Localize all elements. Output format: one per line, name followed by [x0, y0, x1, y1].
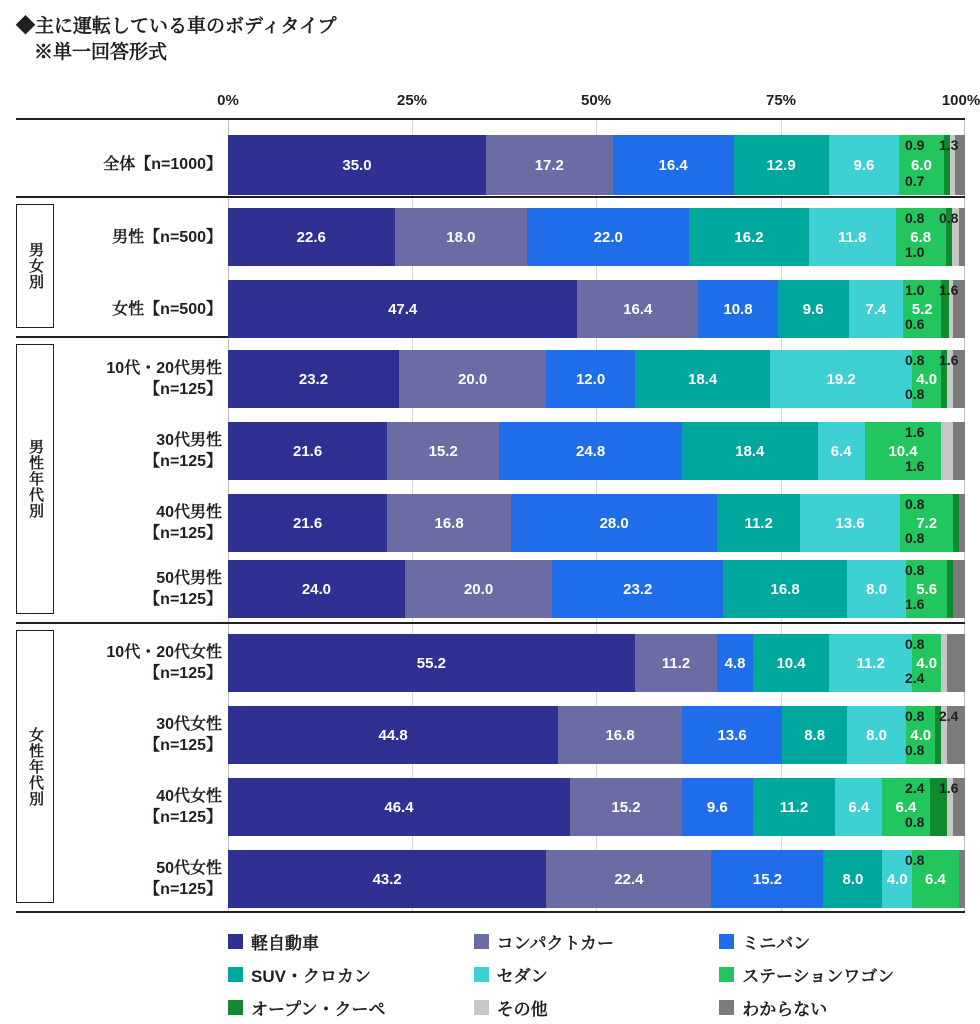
bar-segment-7 [941, 422, 953, 480]
segment-value: 8.8 [804, 726, 826, 744]
bar-segment-8 [947, 634, 965, 692]
segment-value-callout: 0.8 [905, 352, 925, 368]
bar-segment-4 [829, 634, 912, 692]
segment-value: 4.8 [724, 654, 746, 672]
segment-value: 6.4 [895, 798, 917, 816]
bar-segment-4 [818, 422, 865, 480]
segment-value: 7.2 [916, 514, 938, 532]
segment-value: 12.9 [766, 156, 796, 174]
bar-segment-3 [782, 706, 847, 764]
segment-value: 19.2 [826, 370, 856, 388]
segment-value-callout: 0.6 [905, 316, 925, 332]
legend-label-compact: コンパクトカー [496, 934, 614, 953]
bar-segment-2 [613, 135, 734, 195]
segment-value-callout: 2.4 [905, 780, 925, 796]
chart-bar-row [228, 208, 965, 266]
bar-segment-2 [499, 422, 682, 480]
legend-item-compact [474, 929, 720, 954]
bar-segment-4 [809, 208, 896, 266]
row-label-line1: 10代・20代女性 [106, 644, 222, 661]
separator-3 [16, 622, 965, 624]
chart-bar-row [228, 494, 965, 552]
legend-item-kei [228, 929, 474, 954]
segment-value-callout: 0.8 [905, 814, 925, 830]
segment-value: 18.4 [735, 442, 765, 460]
x-tick-25: 25% [396, 92, 428, 109]
segment-value: 7.4 [865, 300, 887, 318]
bar-segment-2 [698, 280, 778, 338]
bar-segment-0 [228, 494, 387, 552]
segment-value-callout: 0.8 [905, 708, 925, 724]
bar-segment-4 [847, 706, 906, 764]
segment-value-callout: 0.8 [905, 636, 925, 652]
segment-value: 16.4 [623, 300, 653, 318]
legend-label-other: その他 [496, 1000, 548, 1019]
group-label-male-age: 男性年代別 [27, 439, 44, 519]
chart-bar-row [228, 850, 965, 908]
segment-value: 16.8 [770, 580, 800, 598]
segment-value: 11.2 [856, 654, 885, 672]
row-label [56, 786, 222, 828]
segment-value-callout: 1.6 [905, 424, 925, 440]
segment-value-callout: 2.4 [905, 670, 925, 686]
bar-segment-1 [405, 560, 552, 618]
segment-value: 11.2 [661, 654, 691, 672]
segment-value-callout: 2.4 [939, 708, 959, 724]
segment-value: 16.8 [605, 726, 635, 744]
group-box-male-age [16, 344, 54, 614]
legend-item-minivan [719, 929, 965, 954]
separator-1 [16, 196, 965, 198]
bar-segment-4 [847, 560, 906, 618]
legend-label-wagon: ステーションワゴン [742, 967, 895, 986]
segment-value-callout: 1.3 [939, 137, 959, 153]
bar-segment-1 [387, 494, 511, 552]
legend-label-kei: 軽自動車 [251, 934, 319, 953]
bar-segment-0 [228, 634, 635, 692]
segment-value: 13.6 [717, 726, 747, 744]
row-label-line1: 全体【n=1000】 [103, 156, 222, 173]
bar-segment-1 [546, 850, 711, 908]
stacked-bar [228, 422, 965, 480]
row-label [56, 299, 222, 320]
row-label [56, 227, 222, 248]
segment-value: 18.4 [687, 370, 718, 388]
segment-value: 8.0 [866, 726, 887, 744]
stacked-bar [228, 560, 965, 618]
segment-value: 43.2 [372, 870, 402, 888]
bar-segment-1 [635, 634, 718, 692]
legend-item-suv [228, 962, 474, 987]
row-label-line2: 【n=125】 [144, 881, 222, 898]
bar-segment-0 [228, 422, 387, 480]
stacked-bar [228, 208, 965, 266]
row-label [56, 358, 222, 400]
segment-value-callout: 1.6 [939, 282, 959, 298]
segment-value: 17.2 [534, 156, 564, 174]
segment-value: 24.0 [301, 580, 332, 598]
legend-label-unknown: わからない [742, 1000, 828, 1019]
row-label [56, 502, 222, 544]
separator-top [16, 118, 965, 120]
segment-value: 9.6 [706, 798, 728, 816]
segment-value: 6.4 [848, 798, 870, 816]
row-label [56, 430, 222, 472]
bar-segment-2 [527, 208, 689, 266]
segment-value: 5.2 [911, 300, 933, 318]
segment-value: 15.2 [752, 870, 783, 888]
row-label [56, 858, 222, 900]
row-label-line2: 【n=125】 [144, 809, 222, 826]
segment-value: 28.0 [599, 514, 629, 532]
segment-value-callout: 0.8 [939, 210, 959, 226]
bar-segment-8 [953, 422, 965, 480]
bar-segment-0 [228, 778, 570, 836]
row-label-line2: 【n=125】 [144, 591, 222, 608]
bar-segment-1 [399, 350, 546, 408]
segment-value-callout: 0.8 [905, 496, 925, 512]
chart-bar-row [228, 634, 965, 692]
bar-segment-2 [511, 494, 717, 552]
bar-segment-3 [753, 634, 830, 692]
chart-bar-row [228, 350, 965, 408]
segment-value: 13.6 [835, 514, 865, 532]
row-label [56, 714, 222, 756]
group-label-gender: 男女別 [27, 242, 44, 290]
segment-value: 22.0 [593, 228, 623, 246]
stacked-bar [228, 778, 965, 836]
bar-segment-0 [228, 280, 577, 338]
row-label-line1: 女性【n=500】 [112, 301, 222, 318]
bar-segment-0 [228, 350, 399, 408]
legend-row-3 [228, 991, 965, 1024]
bar-segment-3 [635, 350, 771, 408]
bar-segment-1 [570, 778, 682, 836]
stacked-bar [228, 280, 965, 338]
segment-value: 22.4 [614, 870, 644, 888]
bar-segment-8 [959, 208, 965, 266]
legend-swatch-compact [474, 934, 489, 949]
segment-value-callout: 0.9 [905, 137, 925, 153]
row-label-line1: 40代男性 [156, 504, 222, 521]
bar-segment-4 [770, 350, 912, 408]
segment-value: 16.4 [658, 156, 688, 174]
x-tick-0: 0% [217, 92, 239, 109]
segment-value: 15.2 [428, 442, 458, 460]
bar-segment-2 [711, 850, 823, 908]
row-label [56, 568, 222, 610]
stacked-bar [228, 350, 965, 408]
chart-bar-row [228, 560, 965, 618]
legend-swatch-sedan [474, 967, 489, 982]
row-label-line1: 男性【n=500】 [112, 229, 222, 246]
segment-value-callout: 0.8 [905, 386, 925, 402]
bar-segment-1 [577, 280, 698, 338]
segment-value: 11.8 [838, 228, 867, 246]
segment-value: 5.6 [916, 580, 938, 598]
segment-value: 35.0 [342, 156, 372, 174]
bar-segment-8 [959, 850, 965, 908]
bar-segment-3 [689, 208, 808, 266]
chart-bar-row [228, 778, 965, 836]
segment-value: 8.0 [842, 870, 864, 888]
segment-value: 6.4 [925, 870, 946, 888]
segment-value-callout: 0.8 [905, 530, 925, 546]
bar-segment-0 [228, 208, 395, 266]
bar-segment-3 [778, 280, 849, 338]
segment-value: 47.4 [388, 300, 418, 318]
segment-value: 6.8 [910, 228, 932, 246]
row-label-line1: 10代・20代男性 [106, 360, 222, 377]
legend-swatch-kei [228, 934, 243, 949]
bar-segment-1 [395, 208, 528, 266]
legend-swatch-suv [228, 967, 243, 982]
chart-bar-row [228, 706, 965, 764]
legend-item-unknown [719, 995, 965, 1020]
row-label-line2: 【n=125】 [144, 453, 222, 470]
chart-legend [228, 925, 965, 1024]
segment-value: 8.0 [866, 580, 887, 598]
group-box-female-age [16, 630, 54, 903]
bar-segment-4 [835, 778, 882, 836]
segment-value-callout: 1.6 [939, 780, 959, 796]
bar-segment-3 [753, 778, 836, 836]
bar-segment-3 [723, 560, 847, 618]
row-label-line1: 40代女性 [156, 788, 222, 805]
stacked-bar [228, 706, 965, 764]
segment-value: 4.0 [886, 870, 908, 888]
segment-value: 6.0 [911, 156, 932, 174]
bar-segment-2 [682, 778, 753, 836]
segment-value: 46.4 [384, 798, 414, 816]
legend-row-1 [228, 925, 965, 958]
stacked-bar [228, 850, 965, 908]
bar-segment-5 [865, 422, 942, 480]
row-label-line1: 30代男性 [156, 432, 222, 449]
segment-value: 23.2 [623, 580, 653, 598]
row-label [56, 642, 222, 684]
bar-segment-2 [682, 706, 782, 764]
segment-value-callout: 1.6 [905, 596, 925, 612]
bar-segment-8 [959, 494, 965, 552]
bar-segment-8 [953, 560, 965, 618]
legend-label-minivan: ミニバン [742, 934, 811, 953]
row-label-line2: 【n=125】 [144, 381, 222, 398]
segment-value: 21.6 [292, 442, 323, 460]
page-subtitle: ※単一回答形式 [34, 42, 168, 63]
segment-value: 16.8 [434, 514, 464, 532]
segment-value-callout: 0.8 [905, 210, 925, 226]
segment-value: 20.0 [458, 370, 488, 388]
segment-value: 9.6 [853, 156, 875, 174]
bar-segment-1 [486, 135, 613, 195]
legend-swatch-coupe [228, 1000, 243, 1015]
legend-label-coupe: オープン・クーペ [251, 1000, 386, 1019]
row-label-line2: 【n=125】 [144, 525, 222, 542]
x-tick-100: 100% [941, 92, 980, 109]
segment-value: 10.8 [723, 300, 753, 318]
bar-segment-3 [717, 494, 800, 552]
segment-value: 21.6 [292, 514, 323, 532]
segment-value: 18.0 [446, 228, 476, 246]
segment-value-callout: 1.6 [905, 458, 925, 474]
row-label [56, 154, 222, 175]
legend-item-wagon [719, 962, 965, 987]
legend-row-2 [228, 958, 965, 991]
legend-swatch-wagon [719, 967, 734, 982]
chart-bar-row [228, 280, 965, 338]
x-tick-75: 75% [765, 92, 797, 109]
segment-value: 23.2 [298, 370, 329, 388]
legend-label-suv: SUV・クロカン [251, 967, 371, 986]
segment-value-callout: 1.6 [939, 352, 959, 368]
segment-value: 11.2 [779, 798, 809, 816]
segment-value: 10.4 [888, 442, 918, 460]
bar-segment-1 [558, 706, 682, 764]
segment-value: 12.0 [575, 370, 606, 388]
segment-value-callout: 1.0 [905, 282, 925, 298]
chart-title-block [16, 14, 337, 66]
bar-segment-0 [228, 135, 486, 195]
bar-segment-0 [228, 706, 558, 764]
separator-4 [16, 911, 965, 913]
stacked-bar [228, 135, 965, 195]
x-tick-50: 50% [580, 92, 612, 109]
chart-bar-row [228, 422, 965, 480]
row-label-line1: 50代男性 [156, 570, 222, 587]
bar-segment-1 [387, 422, 499, 480]
row-label-line2: 【n=125】 [144, 665, 222, 682]
page-title: ◆主に運転している車のボディタイプ [16, 16, 337, 37]
chart-bar-row [228, 135, 965, 195]
segment-value-callout: 0.8 [905, 742, 925, 758]
bar-segment-0 [228, 850, 546, 908]
bar-segment-4 [829, 135, 900, 195]
legend-item-coupe [228, 995, 474, 1020]
bar-segment-0 [228, 560, 405, 618]
group-label-female-age: 女性年代別 [27, 726, 44, 807]
legend-item-other [474, 995, 720, 1020]
x-axis-tick-labels [217, 92, 980, 114]
segment-value: 6.4 [830, 442, 852, 460]
legend-item-sedan [474, 962, 720, 987]
segment-value: 55.2 [416, 654, 446, 672]
row-label-line1: 50代女性 [156, 860, 222, 877]
stacked-bar [228, 634, 965, 692]
group-box-gender [16, 204, 54, 328]
segment-value-callout: 1.0 [905, 244, 925, 260]
bar-segment-2 [717, 634, 752, 692]
segment-value: 4.0 [916, 654, 938, 672]
row-label-line2: 【n=125】 [144, 737, 222, 754]
segment-value-callout: 0.8 [905, 852, 925, 868]
segment-value: 20.0 [463, 580, 494, 598]
segment-value: 4.0 [910, 726, 932, 744]
legend-swatch-other [474, 1000, 489, 1015]
segment-value: 16.2 [734, 228, 764, 246]
segment-value: 4.0 [916, 370, 938, 388]
segment-value-callout: 0.8 [905, 562, 925, 578]
bar-segment-2 [552, 560, 723, 618]
bar-segment-4 [800, 494, 900, 552]
segment-value: 11.2 [744, 514, 773, 532]
legend-swatch-unknown [719, 1000, 734, 1015]
segment-value: 10.4 [776, 654, 806, 672]
bar-segment-2 [546, 350, 634, 408]
bar-segment-4 [849, 280, 904, 338]
segment-value: 24.8 [575, 442, 606, 460]
segment-value: 22.6 [296, 228, 326, 246]
bar-segment-3 [682, 422, 818, 480]
segment-value: 15.2 [611, 798, 641, 816]
legend-swatch-minivan [719, 934, 734, 949]
segment-value-callout: 0.7 [905, 173, 925, 189]
segment-value: 44.8 [378, 726, 408, 744]
legend-label-sedan: セダン [496, 967, 548, 986]
row-label-line1: 30代女性 [156, 716, 222, 733]
stacked-bar [228, 494, 965, 552]
bar-segment-3 [823, 850, 882, 908]
bar-segment-3 [734, 135, 829, 195]
segment-value: 9.6 [802, 300, 824, 318]
